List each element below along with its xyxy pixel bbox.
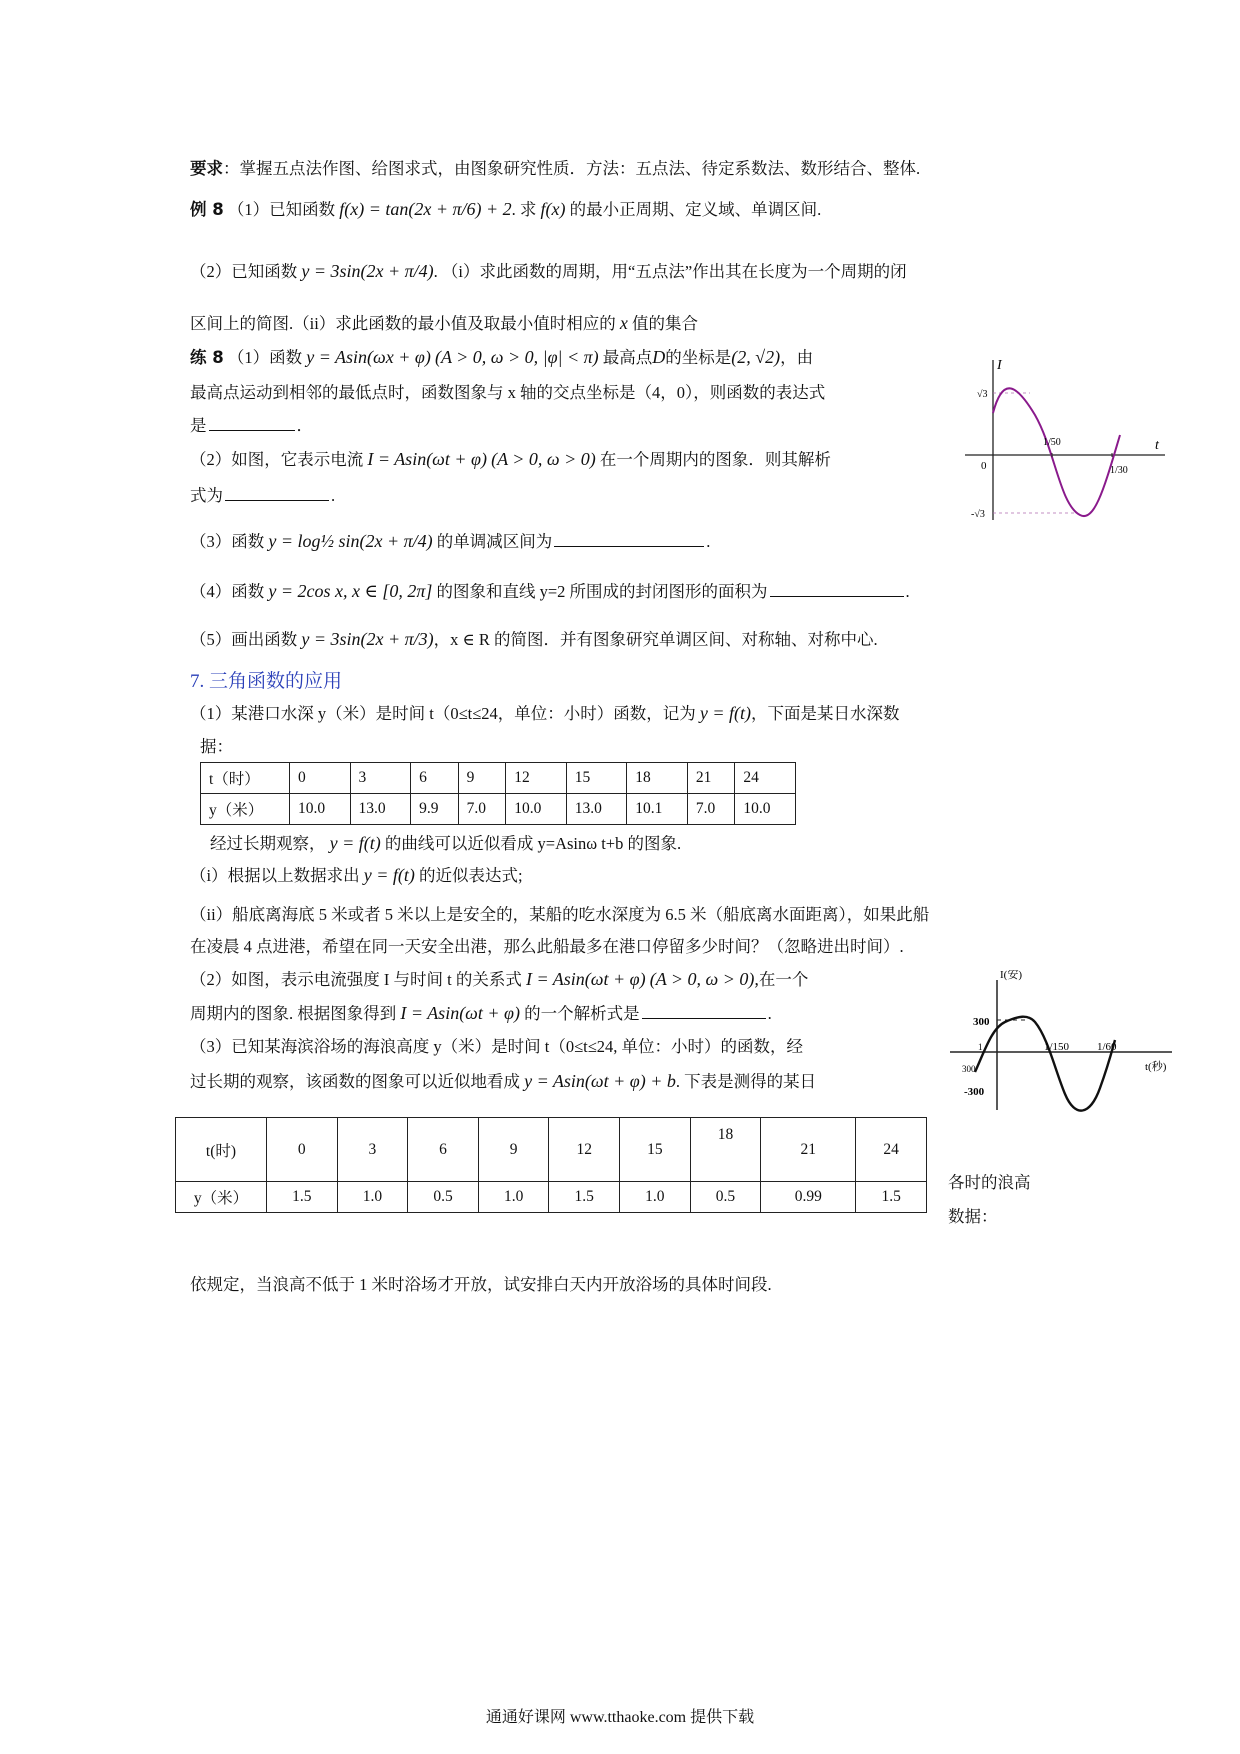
answer-blank[interactable] <box>554 530 704 547</box>
row-header: y（米） <box>176 1182 267 1213</box>
example8-part2-formula: y = 3sin(2x + π/4) <box>301 261 434 281</box>
practice8-p4 <box>190 580 910 603</box>
example8-part2-x: x <box>619 313 628 333</box>
q3-line2-text-b: . 下表是测得的某日 <box>675 1072 817 1091</box>
table-cell: 10.0 <box>506 794 567 825</box>
q2-line2-formula: I = Asin(ωt + φ) <box>400 1003 520 1023</box>
row-header: t(时) <box>176 1118 267 1182</box>
section7-q1-text-a: （1）某港口水深 y（米）是时间 t（0≤t≤24，单位：小时）函数，记为 <box>190 704 696 723</box>
practice8-label: 练 8 <box>190 348 224 367</box>
water-depth-table <box>200 762 796 825</box>
practice8-p3-end: . <box>706 532 711 551</box>
table-cell: 1.5 <box>856 1182 927 1213</box>
practice8-p2-condition: (A > 0, ω > 0) <box>491 449 596 469</box>
table-row <box>201 794 796 825</box>
practice8-p2-text-b: 在一个周期内的图象．则其解析 <box>599 450 831 469</box>
example8-part2 <box>190 260 907 283</box>
top-value: √3 <box>977 389 988 400</box>
q2-text-b: 在一个 <box>758 970 809 989</box>
q3-line2-formula: y = Asin(ωt + φ) + b <box>524 1071 676 1091</box>
answer-blank[interactable] <box>225 484 329 501</box>
q2-line2-text-a: 周期内的图象. 根据图象得到 <box>190 1004 397 1023</box>
tick1-label: 1/50 <box>1043 437 1061 448</box>
section7-q1 <box>190 702 900 725</box>
section7-q1-i <box>190 864 523 887</box>
practice8-p1-coord: (2, √2) <box>731 347 781 367</box>
table-cell: 9 <box>458 763 506 794</box>
table-cell: 0.5 <box>408 1182 479 1213</box>
q3-side-text-1: 各时的浪高 <box>948 1173 1031 1192</box>
left-value: 300 <box>962 1064 976 1074</box>
bottom-value: -300 <box>964 1086 985 1098</box>
section7-q1-text-b: ，下面是某日水深数 <box>751 704 900 723</box>
practice8-p3-text-b: 的单调减区间为 <box>436 532 553 551</box>
example8-part1 <box>190 198 821 221</box>
answer-blank[interactable] <box>642 1002 766 1019</box>
table-cell: 3 <box>350 763 411 794</box>
practice8-p1-text-a: （1）函数 <box>227 348 303 367</box>
q2-text-a: （2）如图，表示电流强度 I 与时间 t 的关系式 <box>190 970 522 989</box>
requirement-text: ：掌握五点法作图、给图求式，由图象研究性质．方法：五点法、待定系数法、数形结合、整体. <box>223 159 921 178</box>
section7-q3-line2 <box>190 1070 816 1093</box>
practice8-p3 <box>190 530 710 553</box>
top-value: 300 <box>973 1016 990 1028</box>
table-cell: 15 <box>566 763 627 794</box>
current-graph-1 <box>955 355 1170 525</box>
table-cell: 7.0 <box>687 794 735 825</box>
q2-line2-end: . <box>767 1004 772 1023</box>
table-cell: 13.0 <box>566 794 627 825</box>
practice8-p1-condition: (A > 0, ω > 0, |φ| < π) <box>434 347 599 367</box>
t-label: t <box>1155 438 1159 453</box>
q2-line2-text-b: 的一个解析式是 <box>524 1004 640 1023</box>
row-header: y（米） <box>201 794 290 825</box>
row-header: t（时） <box>201 763 290 794</box>
practice8-p1-point-d: D <box>652 347 666 367</box>
practice8-p2-line2 <box>190 484 335 507</box>
example8-part2-text-c: 区间上的简图.（ii）求此函数的最小值及取最小值时相应的 <box>190 314 616 333</box>
table-cell: 13.0 <box>350 794 411 825</box>
requirement-label: 要求 <box>190 159 223 178</box>
practice8-p1 <box>190 346 813 369</box>
observation-text-b: 的曲线可以近似看成 y=Asinω t+b 的图象. <box>384 834 682 853</box>
practice8-p2-line2-text: 式为 <box>190 486 223 505</box>
table-cell: 10.0 <box>290 794 351 825</box>
neg-tick-label: 1 <box>978 1042 983 1052</box>
example8-part2-line2 <box>190 312 698 335</box>
table-cell: 1.0 <box>620 1182 691 1213</box>
section7-q1-line2: 据： <box>200 737 233 756</box>
q2-condition: (A > 0, ω > 0), <box>649 969 759 989</box>
practice8-p2-text-a: （2）如图，它表示电流 <box>190 450 364 469</box>
practice8-p1-line3-text: 是 <box>190 416 207 435</box>
table-cell: 6 <box>411 763 459 794</box>
wave-height-table <box>175 1117 927 1213</box>
table-cell: 1.0 <box>337 1182 408 1213</box>
y-label: I(安) <box>1000 970 1022 981</box>
example8-part2-text-d: 值的集合 <box>632 314 699 333</box>
example8-label: 例 8 <box>190 200 224 219</box>
table-cell: 24 <box>856 1118 927 1182</box>
table-cell: 12 <box>506 763 567 794</box>
table-cell: 9.9 <box>411 794 459 825</box>
example8-part1-text-a: （1）已知函数 <box>227 200 336 219</box>
answer-blank[interactable] <box>770 580 904 597</box>
q1-i-formula: y = f(t) <box>363 865 415 885</box>
table-cell: 18 <box>627 763 688 794</box>
section7-title: 7. 三角函数的应用 <box>190 671 343 692</box>
section7-q1-ii-line1: （ii）船底离海底 5 米或者 5 米以上是安全的，某船的吃水深度为 6.5 米（船底离水面距离），如果此船 <box>190 905 930 924</box>
practice8-p4-text-b: 的图象和直线 y=2 所围成的封闭图形的面积为 <box>436 582 768 601</box>
q1-i-text-b: 的近似表达式; <box>418 866 523 885</box>
practice8-p1-formula: y = Asin(ωx + φ) <box>306 347 431 367</box>
table-cell: 18 <box>690 1118 761 1182</box>
table-cell: 21 <box>761 1118 856 1182</box>
y-label: I <box>997 358 1002 373</box>
section7-q1-formula: y = f(t) <box>699 703 752 723</box>
observation-text-a: 经过长期观察， <box>210 834 326 853</box>
bottom-value: -√3 <box>971 509 985 520</box>
table-row <box>201 763 796 794</box>
example8-part2-text-a: （2）已知函数 <box>190 262 298 281</box>
example8-part1-text-b: . 求 <box>511 200 537 219</box>
practice8-p1-line2: 最高点运动到相邻的最低点时，函数图象与 x 轴的交点坐标是（4，0），则函数的表达式 <box>190 383 826 402</box>
practice8-p5-text-a: （5）画出函数 <box>190 630 298 649</box>
practice8-p5-formula: y = 3sin(2x + π/3) <box>301 629 434 649</box>
example8-part1-fx: f(x) <box>540 199 566 219</box>
practice8-p5-text-b: ，x ∈ R 的简图．并有图象研究单调区间、对称轴、对称中心. <box>433 630 878 649</box>
table-row <box>176 1182 927 1213</box>
practice8-p3-formula: y = log½ sin(2x + π/4) <box>268 531 433 551</box>
section7-q1-ii-line2: 在凌晨 4 点进港，希望在同一天安全出港，那么此船最多在港口停留多少时间？（忽略进出时间）. <box>190 937 904 956</box>
q3-line2-text-a: 过长期的观察，该函数的图象可以近似地看成 <box>190 1072 520 1091</box>
section7-q1-observation <box>210 832 681 855</box>
practice8-p1-line3 <box>190 414 313 437</box>
practice8-p5 <box>190 628 878 651</box>
practice8-p1-text-b: 最高点 <box>602 348 653 367</box>
table-cell: 3 <box>337 1118 408 1182</box>
origin-label: 0 <box>981 460 987 472</box>
practice8-p2 <box>190 448 831 471</box>
table-cell: 7.0 <box>458 794 506 825</box>
section7-q2 <box>190 968 808 991</box>
table-cell: 10.0 <box>735 794 796 825</box>
table-cell: 9 <box>478 1118 549 1182</box>
table-cell: 1.5 <box>549 1182 620 1213</box>
table-cell: 24 <box>735 763 796 794</box>
table-cell: 0.99 <box>761 1182 856 1213</box>
table-cell: 1.5 <box>267 1182 338 1213</box>
practice8-p3-text-a: （3）函数 <box>190 532 265 551</box>
practice8-p1-text-c: 的坐标是 <box>665 348 732 367</box>
sine-curve <box>975 1017 1115 1111</box>
table-cell: 0 <box>290 763 351 794</box>
tick2-label: 1/60 <box>1097 1041 1117 1053</box>
practice8-p4-end: . <box>905 582 910 601</box>
tick2-label: 1/30 <box>1110 465 1128 476</box>
table-cell: 6 <box>408 1118 479 1182</box>
table-cell: 15 <box>620 1118 691 1182</box>
q3-side-text-2: 数据： <box>948 1207 998 1226</box>
table-cell: 21 <box>687 763 735 794</box>
table-cell: 12 <box>549 1118 620 1182</box>
practice8-p2-line2-end: . <box>331 486 336 505</box>
t-label: t(秒) <box>1145 1061 1167 1073</box>
sine-curve <box>993 388 1120 516</box>
tick1-label: 1/150 <box>1044 1041 1070 1053</box>
q1-i-text-a: （i）根据以上数据求出 <box>190 866 360 885</box>
practice8-p4-text-a: （4）函数 <box>190 582 265 601</box>
observation-formula: y = f(t) <box>329 833 381 853</box>
practice8-p1-line3-end: ． <box>296 416 313 435</box>
practice8-p4-formula: y = 2cos x, x ∈ [0, 2π] <box>268 581 433 601</box>
section7-q3-final: 依规定，当浪高不低于 1 米时浴场才开放，试安排白天内开放浴场的具体时间段. <box>190 1275 772 1294</box>
example8-part1-text-c: 的最小正周期、定义域、单调区间. <box>569 200 822 219</box>
example8-part1-formula: f(x) = tan(2x + π/6) + 2 <box>339 199 512 219</box>
q2-formula: I = Asin(ωt + φ) <box>525 969 646 989</box>
table-cell: 0.5 <box>690 1182 761 1213</box>
section7-q2-line2 <box>190 1002 772 1025</box>
table-cell: 10.1 <box>627 794 688 825</box>
example8-part2-text-b: . （i）求此函数的周期，用“五点法”作出其在长度为一个周期的闭 <box>433 262 907 281</box>
table-row <box>176 1118 927 1182</box>
practice8-p2-formula: I = Asin(ωt + φ) <box>367 449 487 469</box>
current-graph-2 <box>940 970 1185 1115</box>
table-cell: 1.0 <box>478 1182 549 1213</box>
requirement-line <box>190 158 920 180</box>
table-cell: 0 <box>267 1118 338 1182</box>
practice8-p1-text-d: ，由 <box>780 348 814 367</box>
answer-blank[interactable] <box>209 414 295 431</box>
section7-q3-line1: （3）已知某海滨浴场的海浪高度 y（米）是时间 t（0≤t≤24, 单位：小时）的函数，经 <box>190 1037 804 1056</box>
footer: 通通好课网 www.tthaoke.com 提供下载 <box>485 1709 755 1726</box>
